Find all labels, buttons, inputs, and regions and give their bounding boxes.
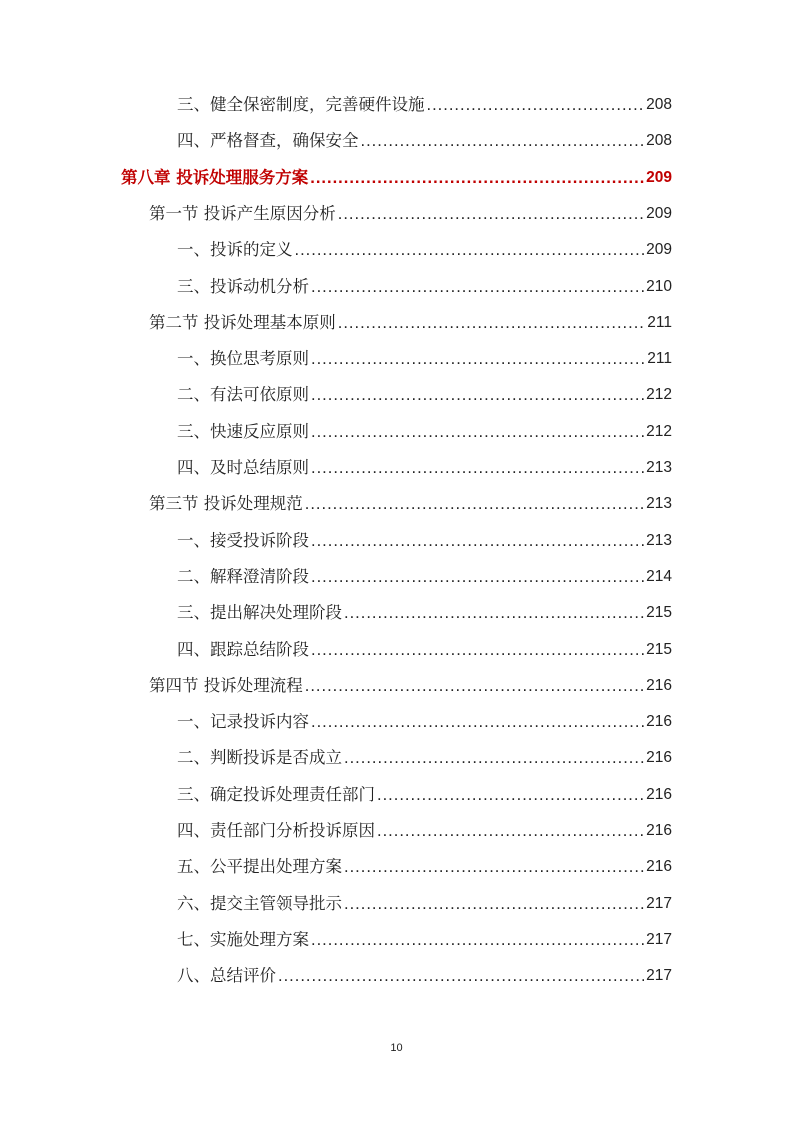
toc-entry-title: 一、接受投诉阶段 [177, 530, 309, 550]
toc-entry-page-number: 213 [646, 495, 672, 513]
toc-entry-title: 一、投诉的定义 [177, 240, 293, 260]
toc-dot-leader [305, 671, 644, 701]
toc-entry-title: 五、公平提出处理方案 [177, 857, 342, 877]
toc-entry-title: 四、责任部门分析投诉原因 [177, 821, 375, 840]
toc-entry-page-number: 213 [646, 531, 672, 549]
toc-entry-item[interactable] [177, 417, 672, 447]
toc-dot-leader [427, 90, 645, 120]
toc-entry-page-number: 208 [646, 132, 672, 150]
toc-entry-item[interactable] [177, 925, 672, 955]
toc-entry-item[interactable] [177, 598, 672, 628]
toc-entry-title: 三、确定投诉处理责任部门 [177, 784, 375, 804]
toc-entry-section[interactable] [149, 671, 672, 701]
toc-entry-page-number: 216 [646, 749, 672, 767]
toc-entry-title: 第三节 投诉处理规范 [149, 494, 303, 514]
toc-entry-section[interactable] [149, 308, 672, 338]
toc-entry-item[interactable] [177, 743, 672, 773]
toc-dot-leader [344, 743, 644, 773]
toc-entry-title: 三、提出解决处理阶段 [177, 603, 342, 623]
toc-entry-item[interactable] [177, 453, 672, 483]
toc-dot-leader [338, 199, 644, 229]
toc-entry-item[interactable] [177, 380, 672, 410]
toc-entry-title: 四、及时总结原则 [177, 458, 309, 477]
toc-entry-title: 二、判断投诉是否成立 [177, 748, 342, 768]
toc-entry-page-number: 209 [646, 241, 672, 259]
toc-dot-leader [311, 272, 644, 302]
toc-dot-leader [344, 889, 644, 919]
toc-entry-page-number: 212 [646, 422, 672, 440]
toc-entry-title: 第二节 投诉处理基本原则 [149, 312, 336, 332]
toc-entry-item[interactable] [177, 635, 672, 665]
toc-entry-title: 八、总结评价 [177, 966, 276, 986]
toc-entry-item[interactable] [177, 707, 672, 737]
toc-entry-chapter[interactable] [121, 163, 672, 193]
toc-entry-item[interactable] [177, 852, 672, 882]
toc-entry-page-number: 212 [646, 386, 672, 404]
toc-entry-page-number: 209 [646, 204, 672, 222]
toc-dot-leader [311, 344, 645, 374]
toc-entry-page-number: 210 [646, 277, 672, 295]
toc-entry-page-number: 217 [646, 930, 672, 948]
toc-entry-title: 第八章 投诉处理服务方案 [121, 167, 309, 187]
toc-entry-section[interactable] [149, 489, 672, 519]
toc-dot-leader [311, 707, 644, 737]
toc-entry-page-number: 216 [646, 822, 672, 839]
toc-dot-leader [377, 780, 644, 810]
toc-entry-title: 二、解释澄清阶段 [177, 566, 309, 586]
toc-entry-title: 一、换位思考原则 [177, 349, 309, 369]
toc-entry-page-number: 211 [647, 313, 672, 331]
toc-entry-item[interactable] [177, 344, 672, 374]
toc-dot-leader [310, 163, 644, 193]
toc-dot-leader [311, 562, 644, 592]
toc-entry-page-number: 208 [646, 96, 672, 113]
toc-entry-section[interactable] [149, 199, 672, 229]
toc-entry-item[interactable] [177, 961, 672, 991]
toc-entry-title: 一、记录投诉内容 [177, 712, 309, 732]
toc-dot-leader [311, 380, 644, 410]
toc-entry-title: 第四节 投诉处理流程 [149, 675, 303, 695]
toc-entry-page-number: 216 [646, 713, 672, 731]
toc-entry-item[interactable] [177, 126, 672, 156]
toc-dot-leader [311, 635, 644, 665]
toc-entry-page-number: 216 [646, 858, 672, 876]
toc-dot-leader [344, 598, 644, 628]
toc-dot-leader [311, 526, 644, 556]
toc-entry-item[interactable] [177, 235, 672, 265]
toc-dot-leader [311, 925, 644, 955]
toc-entry-title: 三、投诉动机分析 [177, 276, 309, 296]
toc-dot-leader [361, 126, 645, 156]
toc-dot-leader [305, 489, 644, 519]
toc-entry-page-number: 216 [646, 676, 672, 694]
toc-entry-page-number: 216 [646, 785, 672, 803]
toc-entry-page-number: 217 [646, 967, 672, 985]
toc-dot-leader [311, 453, 644, 483]
toc-entry-item[interactable] [177, 272, 672, 302]
toc-entry-page-number: 217 [646, 894, 672, 912]
toc-entry-title: 三、快速反应原则 [177, 421, 309, 441]
toc-entry-page-number: 209 [646, 168, 672, 186]
toc-entry-page-number: 211 [647, 350, 672, 368]
toc-entry-title: 四、严格督查，确保安全 [177, 131, 359, 151]
toc-entry-item[interactable] [177, 780, 672, 810]
toc-dot-leader [344, 852, 644, 882]
toc-dot-leader [377, 816, 644, 846]
toc-entry-title: 第一节 投诉产生原因分析 [149, 203, 336, 223]
toc-dot-leader [311, 417, 644, 447]
page-number: 10 [390, 1042, 403, 1054]
toc-entry-item[interactable] [177, 889, 672, 919]
toc-entry-item[interactable] [177, 90, 672, 120]
toc-entry-item[interactable] [177, 816, 672, 846]
toc-entry-page-number: 213 [646, 459, 672, 476]
toc-entry-title: 二、有法可依原则 [177, 385, 309, 405]
toc-entry-title: 三、健全保密制度，完善硬件设施 [177, 95, 425, 114]
toc-entry-title: 六、提交主管领导批示 [177, 893, 342, 913]
toc-entry-page-number: 215 [646, 640, 672, 658]
toc-entry-title: 四、跟踪总结阶段 [177, 639, 309, 659]
toc-entry-item[interactable] [177, 526, 672, 556]
toc-entry-page-number: 214 [646, 567, 672, 585]
toc-dot-leader [338, 308, 646, 338]
toc-dot-leader [278, 961, 644, 991]
toc-dot-leader [295, 235, 645, 265]
toc-entry-page-number: 215 [646, 604, 672, 622]
toc-entry-item[interactable] [177, 562, 672, 592]
toc-entry-title: 七、实施处理方案 [177, 929, 309, 949]
